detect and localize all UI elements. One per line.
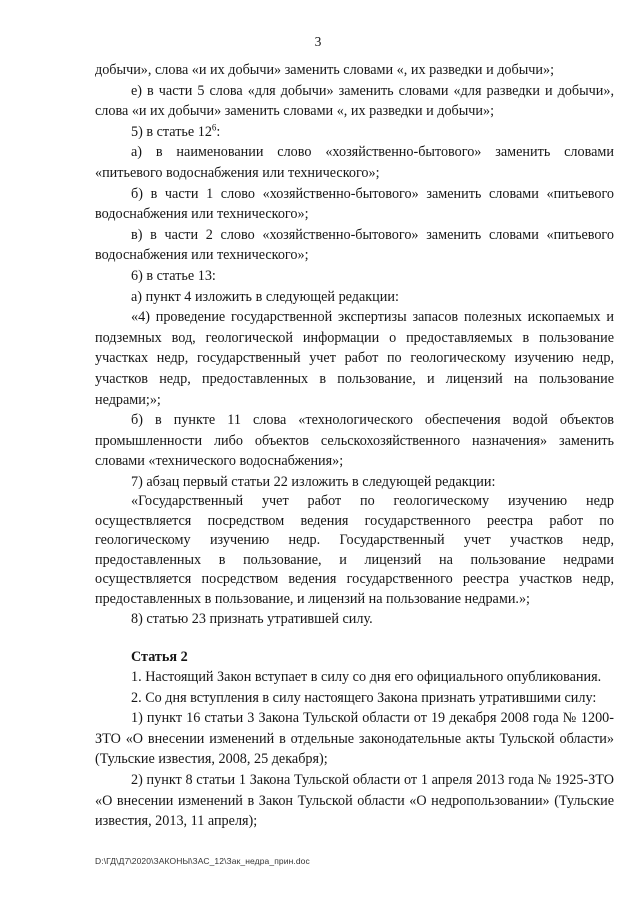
quoted-paragraph: «4) проведение государственной экспертизы запасов полезных ископаемых и подземных вод, геологической информации о предоставляемых в пользование участках недр, государственный учет работ по геологическому изучению недр, участков недр, предоставленных в пользование, и лицензий на пользование недрами;»; (95, 309, 614, 408)
paragraph: б) в пункте 11 слова «технологического обеспечения водой объектов промышленности либо объектов сельскохозяйственного назначения» заменить словами «технического водоснабжения»; (95, 412, 614, 470)
article-ref-suffix: : (216, 123, 221, 140)
paragraph: 1) пункт 16 статьи 3 Закона Тульской области от 19 декабря 2008 года № 1200-ЗТО «О внесении изменений в отдельные законодательные акты Тульской области» (Тульские известия, 2008, 25 декабря); (95, 710, 614, 768)
paragraph: е) в части 5 слова «для добычи» заменить словами «для разведки и добычи», слова «и их добычи» заменить словами «, их разведки и добычи»; (95, 82, 614, 120)
paragraph: добычи», слова «и их добычи» заменить словами «, их разведки и добычи»; (95, 62, 555, 78)
file-path-footer: D:\ГД\Д7\2020\ЗАКОНЫ\ЗАС_12\Зак_недра_прин.doc (95, 856, 310, 866)
paragraph: 1. Настоящий Закон вступает в силу со дня его официального опубликования. (131, 669, 602, 686)
article-heading: Статья 2 (131, 648, 188, 665)
paragraph: б) в части 1 слово «хозяйственно-бытового» заменить словами «питьевого водоснабжения или технического»; (95, 185, 614, 223)
article-ref-text: 5) в статье 12 (131, 123, 212, 140)
superscript: 6 (211, 122, 217, 133)
page-number: 3 (314, 34, 322, 49)
document-body (95, 60, 614, 832)
paragraph: 6) в статье 13: (131, 267, 216, 284)
quoted-paragraph: «Государственный учет работ по геологическому изучению недр осуществляется посредством ведения государственного реестра работ по геологическому изучению недр. Государственный учет участков недр, предоставленных в пользование, и лицензий на пользование недрами осуществляется посредством ведения государственного реестра участков недр, предоставленных в пользование, и лицензий на пользование недрами.»; (95, 493, 614, 607)
paragraph: 7) абзац первый статьи 22 изложить в следующей редакции: (131, 473, 496, 490)
paragraph: 8) статью 23 признать утратившей силу. (131, 610, 373, 627)
paragraph: в) в части 2 слово «хозяйственно-бытового» заменить словами «питьевого водоснабжения или технического»; (95, 226, 614, 264)
paragraph-article-12-6 (95, 122, 614, 143)
paragraph: 2) пункт 8 статьи 1 Закона Тульской области от 1 апреля 2013 года № 1925-ЗТО «О внесении изменений в Закон Тульской области «О недропользовании» (Тульские известия, 2013, 11 апреля); (95, 772, 614, 830)
paragraph: а) пункт 4 изложить в следующей редакции: (131, 288, 399, 305)
paragraph: а) в наименовании слово «хозяйственно-бытового» заменить словами «питьевого водоснабжения или технического»; (95, 144, 614, 181)
paragraph: 2. Со дня вступления в силу настоящего Закона признать утратившими силу: (131, 689, 597, 706)
